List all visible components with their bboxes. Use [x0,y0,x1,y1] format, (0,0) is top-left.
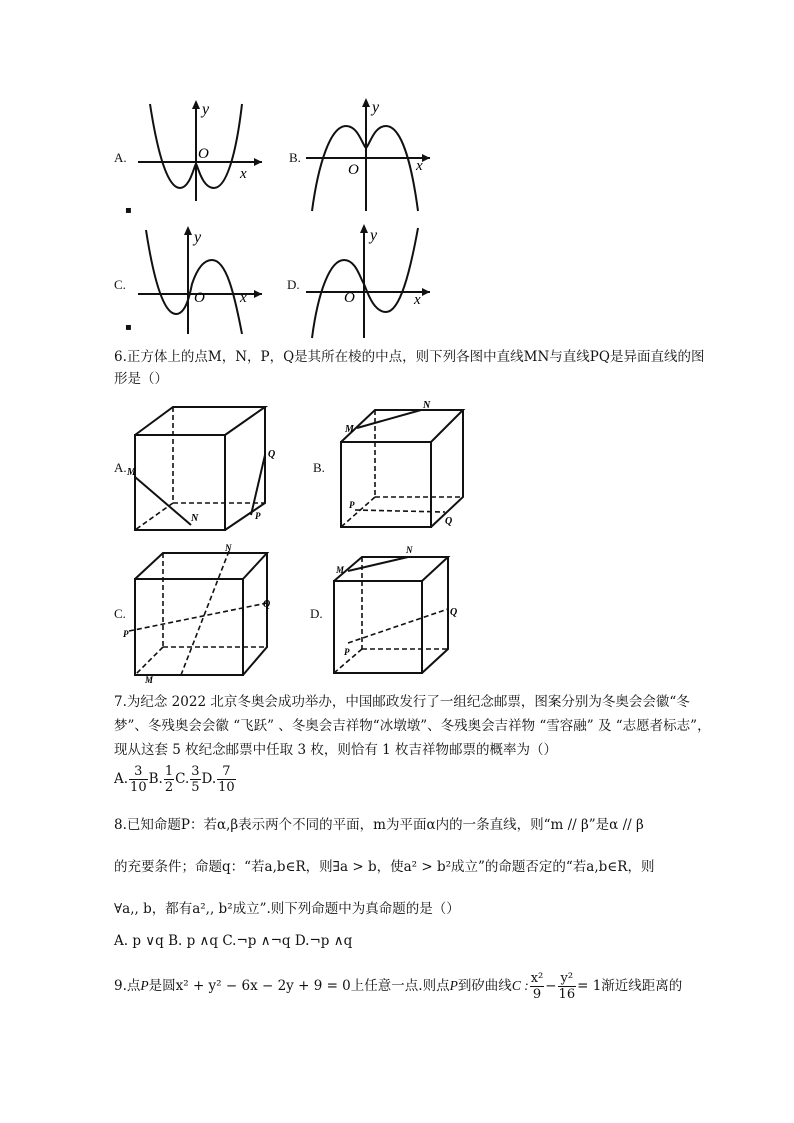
question-8-line1: 8.已知命题P：若α,β表示两个不同的平面，m为平面α内的一条直线，则“m // β”是α // β [114,817,644,833]
option-letter: A. [114,150,127,165]
svg-text:Q: Q [263,599,271,610]
cube-a [125,405,285,535]
svg-text:y: y [372,99,380,116]
graph-c [130,222,270,337]
svg-text:P: P [255,511,261,521]
svg-text:Q: Q [450,607,458,618]
question-8-line3: ∀a,, b，都有a²,, b²成立”.则下列命题中为真命题的是（） [114,901,460,917]
svg-text:x: x [240,290,247,306]
svg-text:M: M [127,467,136,478]
svg-text:x: x [240,166,247,182]
svg-text:O: O [348,162,359,178]
cube-b [335,402,475,530]
graph-d [300,222,440,342]
svg-text:N: N [406,545,413,555]
svg-text:O: O [344,290,355,306]
svg-text:y: y [194,229,202,246]
question-6-text: 6.正方体上的点M，N，P，Q是其所在棱的中点，则下列各图中直线MN与直线PQ是异面直线的图形是（） [114,349,705,387]
question-7-options: A. $\frac{3}{10}$ B. $\frac{1}{2}$ C. $\frac{3}{5}$ D. $\frac{7}{10}$ [114,764,235,795]
svg-text:x: x [416,158,423,174]
svg-text:M: M [145,675,154,685]
svg-text:O: O [194,290,205,306]
graph-a [130,96,270,206]
svg-text:P: P [344,647,350,657]
question-8-options: A. p ∨q B. p ∧q C.¬p ∧¬q D.¬p ∧q [114,933,353,949]
svg-text:M: M [345,424,354,435]
svg-text:y: y [370,227,378,244]
svg-text:P: P [123,629,129,639]
svg-text:N: N [225,543,232,553]
option-letter: D. [287,277,300,292]
svg-text:N: N [191,513,199,524]
svg-text:x: x [414,292,421,308]
graph-b [300,96,440,216]
svg-text:N: N [423,400,431,411]
question-9-text: 9.点P是圆x² + y² − 6x − 2y + 9 = 0上任意一点.则点P到矽曲线C : $\frac{\text{x²}}{9}$ − $\frac{\text{y²}}{16}$ = 1渐近线距离的 [114,971,683,1002]
option-letter: B. [289,150,301,165]
svg-text:M: M [336,565,345,575]
question-7-text: 7.为纪念 2022 北京冬奥会成功举办，中国邮政发行了一组纪念邮票，图案分别为冬奥会会徽“冬梦”、冬残奥会会徽 “飞跃” 、冬奥会吉祥物“冰墩墩”、冬残奥会吉祥物 “雪容融” 及 “志愿者标志”，现从这套 5 枚纪念邮票中任取 3 枚，则恰有 1 枚吉祥物邮票的概率为（） [114,694,711,758]
svg-text:Q: Q [445,516,453,527]
question-8-line2: 的充要条件；命题q：“若a,b∈R，则∃a > b，使a² > b²成立”的命题否定的“若a,b∈R，则 [114,859,655,875]
cube-c [125,545,285,685]
option-letter: C. [114,277,126,292]
cube-d [328,543,468,678]
svg-text:Q: Q [268,449,276,460]
svg-text:P: P [349,500,355,510]
svg-text:y: y [202,101,210,118]
svg-text:O: O [198,146,209,162]
